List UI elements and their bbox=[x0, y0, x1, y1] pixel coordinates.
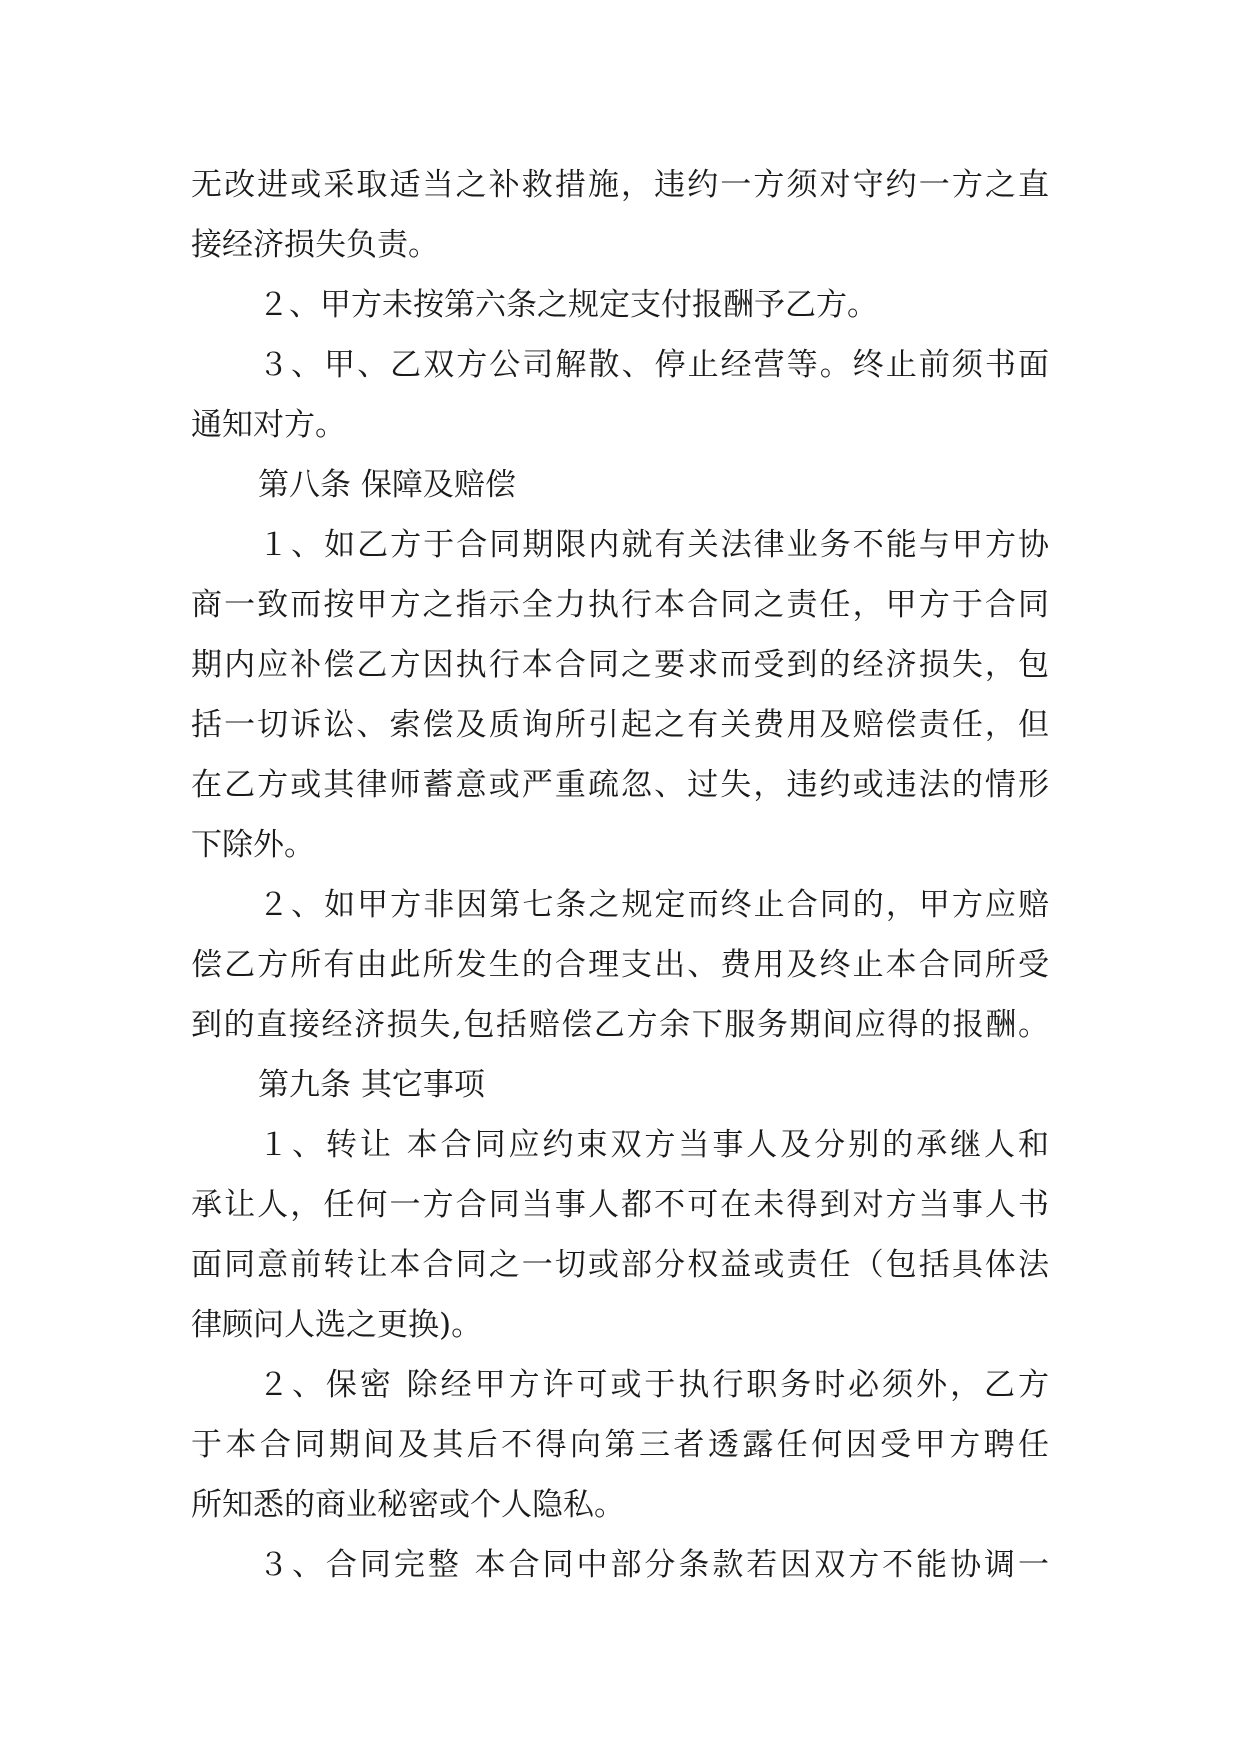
line-text: 律顾问人选之更换)。 bbox=[191, 1307, 483, 1343]
heading-text: 第九条 其它事项 bbox=[258, 1067, 485, 1103]
line-text: 在乙方或其律师蓄意或严重疏忽、过失，违约或违法的情形 bbox=[191, 767, 1049, 803]
line-text: ３、合同完整 本合同中部分条款若因双方不能协调一 bbox=[258, 1547, 1049, 1583]
text-line bbox=[191, 756, 1241, 814]
text-line bbox=[258, 336, 1241, 394]
text-line bbox=[191, 816, 1241, 874]
line-text: 所知悉的商业秘密或个人隐私。 bbox=[191, 1487, 625, 1523]
text-line bbox=[258, 516, 1241, 574]
text-line bbox=[191, 936, 1241, 994]
text-line bbox=[191, 576, 1241, 634]
line-text: ２、保密 除经甲方许可或于执行职务时必须外，乙方 bbox=[258, 1367, 1049, 1403]
line-text: ２、如甲方非因第七条之规定而终止合同的，甲方应赔 bbox=[258, 887, 1049, 923]
text-line bbox=[258, 1116, 1241, 1174]
line-text: 括一切诉讼、索偿及质询所引起之有关费用及赔偿责任，但 bbox=[191, 707, 1049, 743]
line-text: 下除外。 bbox=[191, 827, 315, 863]
line-text: １、如乙方于合同期限内就有关法律业务不能与甲方协 bbox=[258, 527, 1049, 563]
line-text: 于本合同期间及其后不得向第三者透露任何因受甲方聘任 bbox=[191, 1427, 1049, 1463]
text-line bbox=[191, 696, 1241, 754]
line-text: ２、甲方未按第六条之规定支付报酬予乙方。 bbox=[258, 287, 878, 323]
text-line bbox=[191, 1416, 1241, 1474]
text-line bbox=[191, 216, 1241, 274]
line-text: 期内应补偿乙方因执行本合同之要求而受到的经济损失，包 bbox=[191, 647, 1049, 683]
line-text: 面同意前转让本合同之一切或部分权益或责任（包括具体法 bbox=[191, 1247, 1049, 1283]
text-line bbox=[258, 1536, 1241, 1594]
text-line bbox=[258, 276, 1241, 334]
text-line bbox=[191, 1176, 1241, 1234]
line-text: 到的直接经济损失,包括赔偿乙方余下服务期间应得的报酬。 bbox=[191, 1007, 1049, 1043]
line-text: 无改进或采取适当之补救措施，违约一方须对守约一方之直 bbox=[191, 167, 1049, 203]
text-line bbox=[191, 1296, 1241, 1354]
line-text: 通知对方。 bbox=[191, 407, 346, 443]
line-text: ３、甲、乙双方公司解散、停止经营等。终止前须书面 bbox=[258, 347, 1049, 383]
text-line bbox=[191, 396, 1241, 454]
section-heading bbox=[258, 1056, 1241, 1114]
section-heading bbox=[258, 456, 1241, 514]
line-text: １、转让 本合同应约束双方当事人及分别的承继人和 bbox=[258, 1127, 1049, 1163]
text-line bbox=[258, 876, 1241, 934]
text-line bbox=[191, 1236, 1241, 1294]
heading-text: 第八条 保障及赔偿 bbox=[258, 467, 516, 503]
text-line bbox=[191, 1476, 1241, 1534]
text-line bbox=[191, 156, 1241, 214]
text-line bbox=[191, 636, 1241, 694]
text-line bbox=[191, 996, 1241, 1054]
line-text: 偿乙方所有由此所发生的合理支出、费用及终止本合同所受 bbox=[191, 947, 1049, 983]
text-line bbox=[258, 1356, 1241, 1414]
line-text: 承让人，任何一方合同当事人都不可在未得到对方当事人书 bbox=[191, 1187, 1049, 1223]
line-text: 接经济损失负责。 bbox=[191, 227, 439, 263]
line-text: 商一致而按甲方之指示全力执行本合同之责任，甲方于合同 bbox=[191, 587, 1049, 623]
